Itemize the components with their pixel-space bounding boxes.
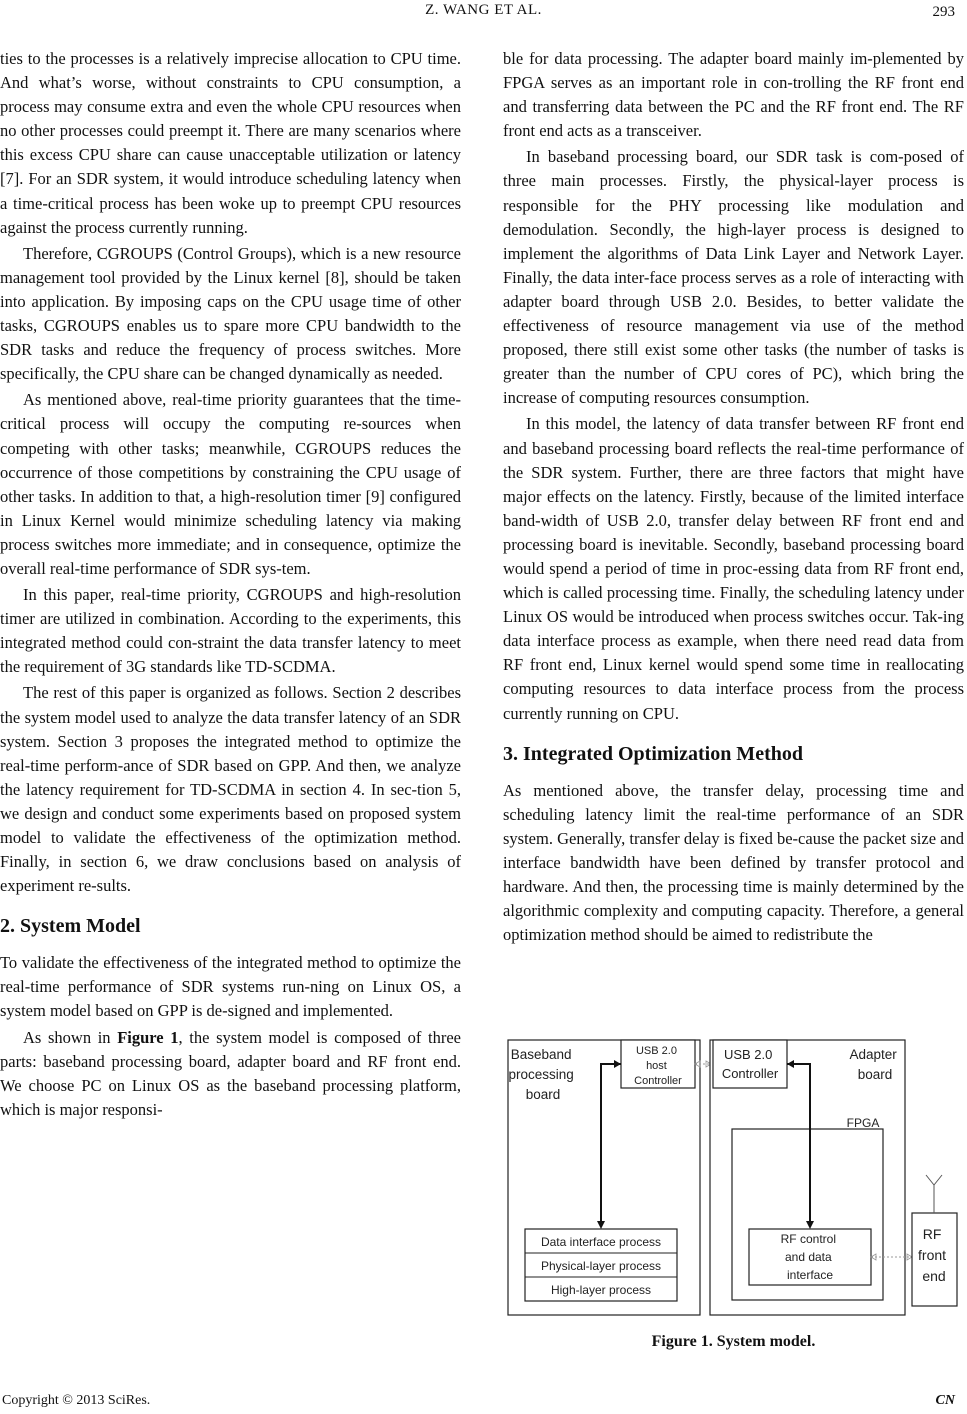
- rf-control-label-line: RF control: [780, 1232, 837, 1246]
- paragraph: ble for data processing. The adapter board mainly im-plemented by FPGA serves as an important role in con-trolling the RF front end and transferring data between the PC and the RF front end. The RF front end acts as a transceiver.: [503, 49, 964, 141]
- paragraph: ties to the processes is a relatively imprecise allocation to CPU time. And what’s worse, without constraints to CPU consumption, a process may consume extra and even the whole CPU resources when no other processes could preempt it. There are many scenarios where this excess CPU share can cause unacceptable utilization or latency [7]. For an SDR system, it would introduce scheduling latency when a time-critical process has been woke up to preempt CPU resources against the process currently running.: [0, 49, 461, 237]
- adapter-label-line: board: [857, 1067, 893, 1082]
- paragraph: The rest of this paper is organized as follows. Section 2 describes the system model used to analyze the data transfer latency of an SDR system. Section 3 proposes the integrated method to optimize the real-time perform-ance of SDR based on GPP. And then, we analyze the latency requirement for TD-SCDMA in section 4. In sec-tion 5, we design and conduct some experiments based on proposed system model to validate the effectiveness of the optimization method. Finally, in section 6, we draw conclusions based on analysis of experiment re-sults.: [0, 683, 461, 896]
- rf-control-label-line: interface: [786, 1268, 834, 1282]
- baseband-label-line: board: [525, 1087, 561, 1102]
- paragraph: As mentioned above, real-time priority guarantees that the time-critical process will occupy the computing re-sources when competing with other tasks; meanwhile, CGROUPS reduces the occurrence of those competitions by constraining the CPU usage of other tasks. In addition to that, a high-resolution timer [9] configured in Linux Kernel would minimize scheduling latency via making process switches more immediate; and in consequence, optimize the overall real-time performance of SDR sys-tem.: [0, 390, 461, 578]
- paragraph: [0, 1026, 461, 1122]
- paragraph: In this paper, real-time priority, CGROUPS and high-resolution timer are utilized in combination. According to the experiments, this integrated method could con-straint the data transfer latency to meet the requirement of 3G standards like TD-SCDMA.: [0, 585, 461, 677]
- paragraph: To validate the effectiveness of the integrated method to optimize the real-time performance of SDR systems run-ning on Linux OS, a system model based on GPP is de-signed and implemented.: [0, 953, 461, 1021]
- usb-host-label-line: host: [646, 1060, 667, 1072]
- system-model-figure: [503, 1035, 964, 1365]
- journal-abbreviation: CN: [935, 1393, 955, 1408]
- adapter-label-line: Adapter: [849, 1047, 897, 1062]
- usb-host-label-line: USB 2.0: [635, 1045, 677, 1057]
- running-header: [0, 0, 967, 28]
- high-layer-process: High-layer process: [550, 1283, 652, 1297]
- usb-controller-label-line: Controller: [721, 1066, 779, 1081]
- text-span: As shown in: [23, 1027, 118, 1047]
- baseband-label-line: Baseband: [510, 1047, 572, 1062]
- paragraph: As mentioned above, the transfer delay, processing time and scheduling latency limit the real-time performance of an SDR system. Generally, transfer delay is fixed be-cause the packet size and interface bandwidth have been defined by transfer protocol and hardware. And then, the processing time is mainly determined by the algorithmic complexity and computing capacity. Therefore, a general optimization method should be aimed to redistribute the: [503, 780, 964, 945]
- paragraph: In this model, the latency of data transfer between RF front end and baseband processing board reflects the real-time performance of the SDR system. Further, there are three factors that might have major effects on the latency. Firstly, because of the limited interface band-width of USB 2.0, transfer delay between RF front end and processing board is inevitable. Secondly, baseband processing board would spend a period of time in proc-essing data from RF front end, which is called processing time. Finally, the scheduling latency under Linux OS would be introduced when process switches occur. Tak-ing data interface process as example, when there need read data from RF front end, Linux kernel would spend some time in reallocating computing resources to data interface process from the process currently running on CPU.: [503, 414, 964, 723]
- system-model-diagram: [503, 1035, 964, 1335]
- physical-layer-process: Physical-layer process: [540, 1259, 662, 1273]
- fpga-label: FPGA: [846, 1116, 880, 1130]
- right-column: [503, 47, 964, 947]
- paragraph: In baseband processing board, our SDR task is com-posed of three main processes. Firstly, the physical-layer process is responsible for the PHY processing like modulation and demodulation. Secondly, the high-layer process is designed to implement the algorithms of Data Link Layer and Network Layer. Finally, the data inter-face process serves as a role of interacting with adapter board through USB 2.0. Besides, to better validate the effectiveness of resource management via use of the method proposed, there still exist some other tasks (the number of tasks is greater than the number of CPU cores of PC), which bring the increase of computing resources consumption.: [503, 147, 964, 408]
- antenna-icon: [926, 1175, 934, 1185]
- running-header-authors: Z. WANG ET AL.: [425, 2, 542, 18]
- section-heading: 2. System Model: [0, 915, 141, 938]
- usb-controller-label-line: USB 2.0: [723, 1047, 773, 1062]
- usb-host-label-line: Controller: [634, 1075, 682, 1087]
- rf-front-label-line: end: [922, 1268, 946, 1284]
- rf-front-label-line: RF: [922, 1226, 942, 1242]
- section-heading: 3. Integrated Optimization Method: [503, 742, 803, 765]
- rf-control-label: [781, 1232, 840, 1282]
- figure-reference: Figure 1: [117, 1027, 179, 1047]
- baseband-label-line: processing: [508, 1067, 574, 1082]
- copyright-notice: Copyright © 2013 SciRes.: [2, 1393, 151, 1408]
- text-span: , the system model is composed of three parts: baseband processing board, adapter board and RF front end. We choose PC on Linux OS as the baseband processing platform, which is major responsi-: [0, 1027, 461, 1119]
- rf-front-end-label: [918, 1226, 950, 1284]
- rf-control-label-line: and data: [784, 1250, 832, 1264]
- figure-caption: Figure 1. System model.: [651, 1333, 816, 1350]
- page-number: 293: [932, 4, 955, 20]
- left-column: [0, 47, 461, 1122]
- antenna-icon: [934, 1175, 942, 1185]
- paragraph: Therefore, CGROUPS (Control Groups), which is a new resource management tool provided by the Linux kernel [8], should be taken into application. By imposing caps on the CPU usage time of other tasks, CGROUPS enables us to spare more CPU bandwidth to the SDR tasks and reduce the frequency of process switches. More specifically, the CPU share can be changed dynamically as needed.: [0, 243, 461, 384]
- rf-front-label-line: front: [918, 1247, 947, 1263]
- data-interface-process: Data interface process: [540, 1235, 662, 1249]
